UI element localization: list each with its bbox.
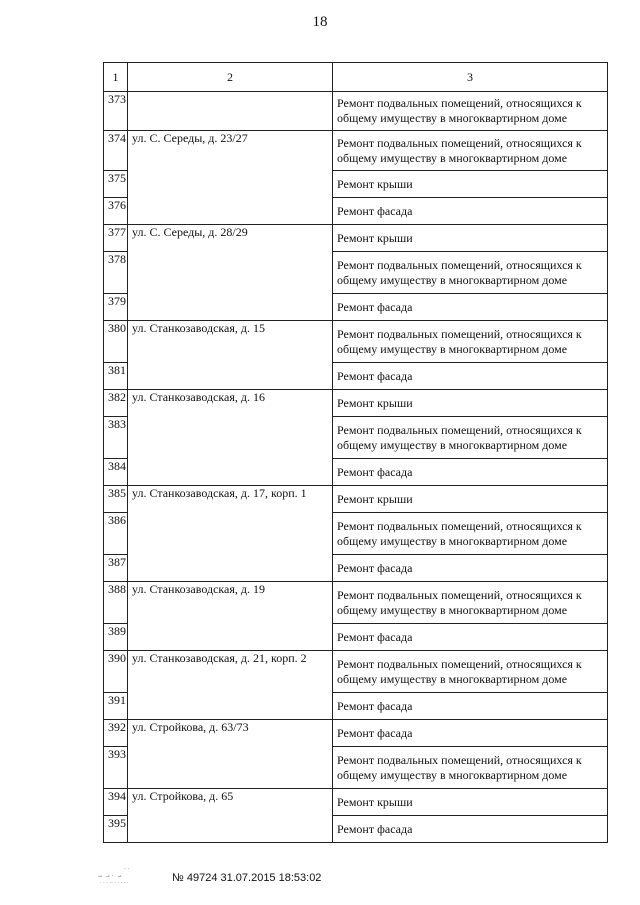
page-number: 18 [312, 14, 328, 30]
header-col-2: 2 [128, 63, 333, 92]
row-number: 386 [104, 513, 128, 555]
table-row [104, 92, 608, 131]
row-number: 382 [104, 390, 128, 417]
row-work: Ремонт фасада [333, 363, 608, 390]
row-number: 395 [104, 816, 128, 843]
row-work: Ремонт фасада [333, 459, 608, 486]
row-work: Ремонт крыши [333, 486, 608, 513]
document-reference: № 49724 31.07.2015 18:53:02 [172, 872, 322, 884]
row-address: ул. Станкозаводская, д. 19 [128, 582, 333, 651]
row-number: 391 [104, 693, 128, 720]
row-number: 390 [104, 651, 128, 693]
row-work: Ремонт фасада [333, 720, 608, 747]
row-work: Ремонт подвальных помещений, относящихся к общему имуществу в многоквартирном доме [333, 92, 608, 131]
repair-table [103, 62, 608, 843]
table-row [104, 789, 608, 816]
row-number: 385 [104, 486, 128, 513]
row-work: Ремонт фасада [333, 294, 608, 321]
row-work: Ремонт фасада [333, 816, 608, 843]
row-address: ул. Станкозаводская, д. 21, корп. 2 [128, 651, 333, 720]
table-row [104, 486, 608, 513]
table-row [104, 225, 608, 252]
row-address [128, 92, 333, 131]
row-number: 389 [104, 624, 128, 651]
table-row [104, 720, 608, 747]
row-work: Ремонт подвальных помещений, относящихся к общему имуществу в многоквартирном доме [333, 417, 608, 459]
row-number: 379 [104, 294, 128, 321]
table-row [104, 651, 608, 693]
row-work: Ремонт подвальных помещений, относящихся к общему имуществу в многоквартирном доме [333, 651, 608, 693]
row-address: ул. С. Середы, д. 23/27 [128, 131, 333, 225]
row-address: ул. Станкозаводская, д. 16 [128, 390, 333, 486]
row-work: Ремонт крыши [333, 390, 608, 417]
row-work: Ремонт фасада [333, 555, 608, 582]
table-row [104, 390, 608, 417]
row-number: 394 [104, 789, 128, 816]
row-number: 375 [104, 171, 128, 198]
row-number: 381 [104, 363, 128, 390]
row-number: 387 [104, 555, 128, 582]
table-row [104, 321, 608, 363]
table-row [104, 582, 608, 624]
row-work: Ремонт фасада [333, 693, 608, 720]
row-work: Ремонт подвальных помещений, относящихся к общему имуществу в многоквартирном доме [333, 582, 608, 624]
row-number: 380 [104, 321, 128, 363]
row-number: 384 [104, 459, 128, 486]
row-number: 388 [104, 582, 128, 624]
row-work: Ремонт крыши [333, 789, 608, 816]
row-work: Ремонт фасада [333, 624, 608, 651]
row-number: 377 [104, 225, 128, 252]
document-footer [100, 862, 520, 892]
row-work: Ремонт подвальных помещений, относящихся к общему имуществу в многоквартирном доме [333, 131, 608, 171]
row-number: 374 [104, 131, 128, 171]
row-number: 376 [104, 198, 128, 225]
row-work: Ремонт крыши [333, 225, 608, 252]
row-work: Ремонт фасада [333, 198, 608, 225]
row-number: 378 [104, 252, 128, 294]
row-work: Ремонт подвальных помещений, относящихся к общему имуществу в многоквартирном доме [333, 321, 608, 363]
registration-stamp: · · ·̶ ·̶· ·̶ · · · ·· · · · · · [100, 866, 130, 886]
header-col-3: 3 [333, 63, 608, 92]
row-work: Ремонт крыши [333, 171, 608, 198]
row-number: 393 [104, 747, 128, 789]
row-work: Ремонт подвальных помещений, относящихся к общему имуществу в многоквартирном доме [333, 252, 608, 294]
row-number: 392 [104, 720, 128, 747]
header-col-1: 1 [104, 63, 128, 92]
row-number: 373 [104, 92, 128, 131]
row-work: Ремонт подвальных помещений, относящихся к общему имуществу в многоквартирном доме [333, 747, 608, 789]
row-address: ул. Стройкова, д. 63/73 [128, 720, 333, 789]
table-header-row [104, 63, 608, 92]
row-address: ул. Станкозаводская, д. 17, корп. 1 [128, 486, 333, 582]
row-address: ул. Станкозаводская, д. 15 [128, 321, 333, 390]
table-row [104, 131, 608, 171]
row-address: ул. Стройкова, д. 65 [128, 789, 333, 843]
row-address: ул. С. Середы, д. 28/29 [128, 225, 333, 321]
row-number: 383 [104, 417, 128, 459]
row-work: Ремонт подвальных помещений, относящихся к общему имуществу в многоквартирном доме [333, 513, 608, 555]
